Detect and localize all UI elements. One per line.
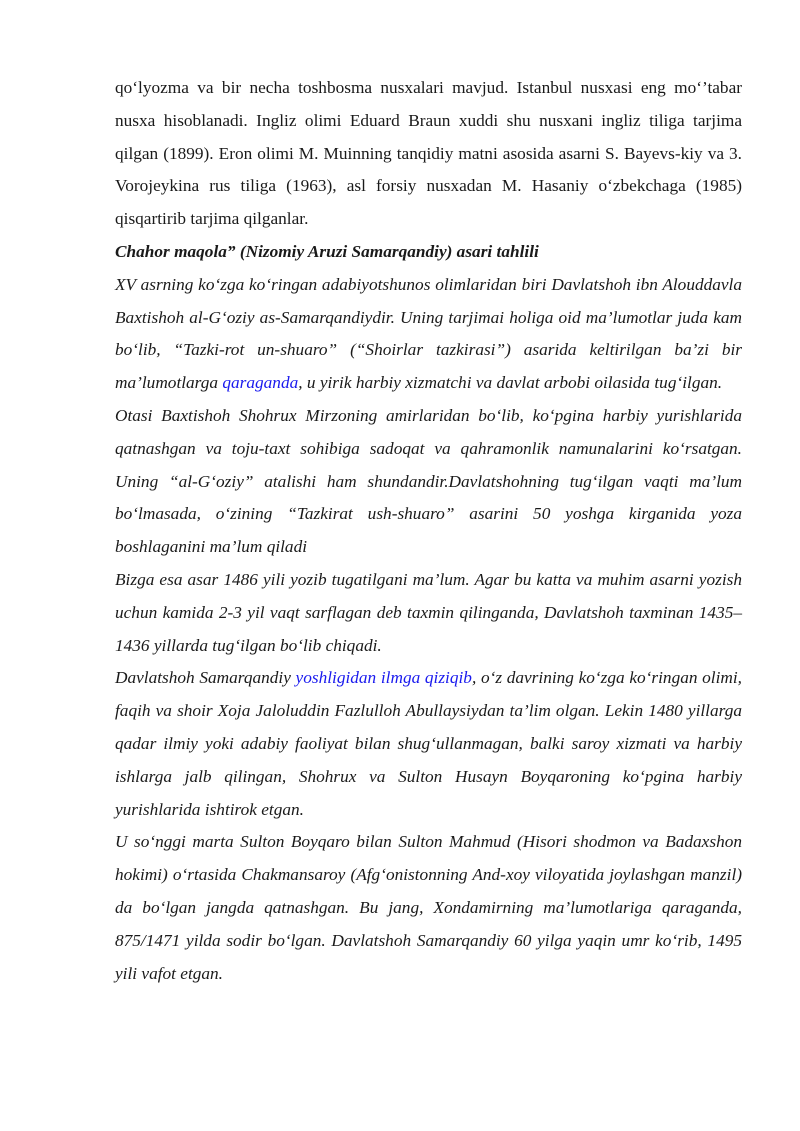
paragraph-birth-date: Bizga esa asar 1486 yili yozib tugatilgani ma’lum. Agar bu katta va muhim asarni yozish uchun kamida 2-3 yil vaqt sarflagan deb taxmin qilinganda, Davlatshoh taxminan 1435–1436 yillarda tug‘ilgan bo‘lib chiqadi. [115, 569, 742, 655]
link-yoshligidan[interactable]: yoshligidan ilmga qiziqib [295, 668, 472, 688]
paragraph-battle: U so‘nggi marta Sulton Boyqaro bilan Sulton Mahmud (Hisori shodmon va Badaxshon hokimi) o‘rtasida Chakmansaroy (Afg‘onistonning And-xoy viloyatida joylashgan manzil) da bo‘lgan jangda qatnashgan. Bu jang, Xondamirning ma’lumotlariga qaraganda, 875/1471 yilda sodir bo‘lgan. Davlatshoh Samarqandiy 60 yilga yaqin umr ko‘rib, 1495 yili vafot etgan. [115, 832, 742, 983]
paragraph-manuscripts: qo‘lyozma va bir necha toshbosma nusxalari mavjud. Istanbul nusxasi eng mo‘’tabar nusxa hisoblanadi. Ingliz olimi Eduard Braun xuddi shu nusxani ingliz tiliga tarjima qilgan (1899). Eron olimi M. Muinning tanqidiy matni asosida asarni S. Bayevs-kiy va 3. Vorojeykina rus tiliga (1963), asl forsiy nusxadan M. Hasaniy o‘zbekchaga (1985) qisqartirib tarjima qilganlar. [115, 78, 742, 229]
paragraph-text: Davlatshoh Samarqandiy [115, 668, 296, 688]
paragraph-education [115, 662, 742, 826]
document-page [115, 72, 742, 990]
paragraph-text: , o‘z davrining ko‘zga ko‘ringan olimi, faqih va shoir Xoja Jaloluddin Fazlulloh Abullaysiydan ta’lim olgan. Lekin 1480 yillarga qadar ilmiy yoki adabiy faoliyat bilan shug‘ullanmagan, balki saroy xizmati va harbiy ishlarga jalb qilingan, Shohrux va Sulton Husayn Boyqaroning ko‘pgina harbiy yurishlarida ishtirok etgan. [115, 668, 743, 819]
paragraph-father: Otasi Baxtishoh Shohrux Mirzoning amirlaridan bo‘lib, ko‘pgina harbiy yurishlarida qatnashgan va toju-taxt sohibiga sadoqat va qahramonlik namunalarini ko‘rsatgan. Uning “al-G‘oziy” atalishi ham shundandir.Davlatshohning tug‘ilgan vaqti ma’lum bo‘lmasada, o‘zining “Tazkirat ush-shuaro” asarini 50 yoshga kirganida yoza boshlaganini ma’lum qiladi [115, 405, 742, 557]
link-qaraganda[interactable]: qaraganda [222, 373, 299, 393]
section-heading: Chahor maqola” (Nizomiy Aruzi Samarqandiy) asari tahlili [115, 241, 539, 261]
paragraph-davlatshoh-intro [115, 269, 742, 400]
paragraph-text: XV asrning ko‘zga ko‘ringan adabiyotshunos olimlaridan biri Davlatshoh ibn Alouddavla Baxtishoh al-G‘oziy as-Samarqandiydir. Uning tarjimai holiga oid ma’lumotlar juda kam bo‘lib, “Tazki-rot un-shuaro” (“Shoirlar tazkirasi”) asarida keltirilgan ba’zi bir ma’lumotlarga [115, 274, 742, 393]
paragraph-text: , u yirik harbiy xizmatchi va davlat arbobi oilasida tug‘ilgan. [298, 373, 723, 393]
